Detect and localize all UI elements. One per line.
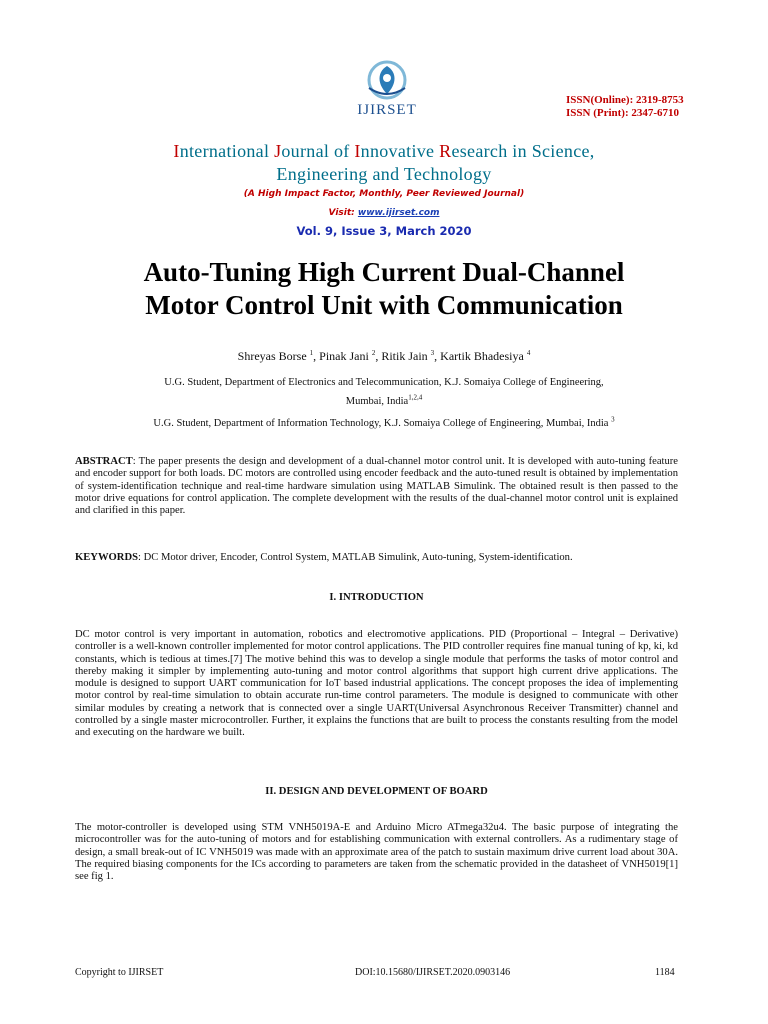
logo-text: IJIRSET <box>357 102 417 118</box>
journal-title-initial: I <box>354 141 361 161</box>
footer-doi: DOI:10.15680/IJIRSET.2020.0903146 <box>355 967 511 978</box>
affiliation-1-sup: 1,2,4 <box>408 393 423 402</box>
journal-title-line2 <box>60 163 708 186</box>
keywords-label: KEYWORDS <box>75 552 138 563</box>
affiliation-1-line2 <box>74 392 694 411</box>
journal-title-word: esearch in Science, <box>451 141 595 161</box>
introduction-text: DC motor control is very important in automation, robotics and electromotive applications. PID (Proportional – Integral – Derivative) controller is a well-known controller implemented for motor control applications. The PID controller requires fine manual tuning of kp, ki, kd constants, which is tedious at times.[7] The motive behind this was to develop a single module that performs the tasks of motor control and thereby making it simpler by implementing auto-tuning and motor control algorithms that support high current drive applications. The module is designed to support UART communication for IoT based industrial applications. The concept proposes the idea of implementing motor control by real-time simulation to obtain accurate run-time control parameters. The module is designed to communicate with other similar modules by creating a network that is connected over a single UART(Universal Asynchronous Receiver Transmitter) channel and controlled by a single master microcontroller. Further, it explains the functions that are built to process the constants resulting from the model and executing on the hardware we built. <box>75 629 678 739</box>
affiliation-1-line1: U.G. Student, Department of Electronics and Telecommunication, K.J. Somaiya College of Engineering, <box>164 377 604 388</box>
affiliation-2-text: U.G. Student, Department of Information Technology, K.J. Somaiya College of Engineering, Mumbai, India <box>153 418 612 429</box>
affiliation-2 <box>74 414 694 433</box>
abstract-text: : The paper presents the design and development of a dual-channel motor control unit. It is developed with auto-tuning feature and encoder support for both loads. DC motors are controlled using encoder feedback and the auto-tuned result is obtained by implementation of system-identification technique and real-time hardware simulation using MATLAB Simulink. The obtained result is then passed to the motor drive equations for control application. The complete development with the results of the dual-channel motor control unit is explained and clarified in this paper. <box>75 456 678 517</box>
issn-block <box>566 94 684 120</box>
journal-website-link[interactable]: www.ijirset.com <box>357 208 440 218</box>
paper-title <box>60 256 708 322</box>
issn-print: ISSN (Print): 2347-6710 <box>566 107 680 119</box>
author-list <box>60 349 708 364</box>
footer-page-number: 1184 <box>655 967 675 978</box>
keywords <box>75 552 678 564</box>
journal-title-initial: I <box>173 141 180 161</box>
paper-title-line2: Motor Control Unit with Communication <box>145 290 623 320</box>
affiliation-2-sup: 3 <box>611 415 615 424</box>
journal-title-word: nnovative <box>360 141 440 161</box>
author-affiliation-sup: 4 <box>526 349 531 357</box>
author-name: Shreyas Borse <box>237 349 310 363</box>
visit-line <box>60 208 708 218</box>
footer-copyright: Copyright to IJIRSET <box>75 967 164 978</box>
author-name: , Ritik Jain <box>375 349 431 363</box>
section-heading-introduction: I. INTRODUCTION <box>329 592 424 603</box>
author-affiliation-sup: 1 <box>309 349 314 357</box>
paper-title-line1: Auto-Tuning High Current Dual-Channel <box>143 257 625 287</box>
journal-title-line1 <box>60 140 708 163</box>
visit-label: Visit: <box>328 208 358 218</box>
journal-logo <box>347 58 427 124</box>
journal-title-initial: R <box>439 141 452 161</box>
keywords-text: : DC Motor driver, Encoder, Control System, MATLAB Simulink, Auto-tuning, System-identification. <box>137 552 573 563</box>
affiliation-1 <box>74 373 694 411</box>
journal-subtitle: (A High Impact Factor, Monthly, Peer Reviewed Journal) <box>243 189 525 199</box>
volume-issue: Vol. 9, Issue 3, March 2020 <box>296 224 472 238</box>
author-name: , Pinak Jani <box>313 349 372 363</box>
author-name: , Kartik Bhadesiya <box>434 349 527 363</box>
journal-title-word: ournal of <box>281 141 355 161</box>
design-text: The motor-controller is developed using STM VNH5019A-E and Arduino Micro ATmega32u4. The basic purpose of integrating the microcontroller was for the auto-tuning of motors and for establishing communication with external controllers. As a rudimentary stage of design, a small break-out of IC VNH5019 was made with an approximate area of the patch to sustain maximum drive current load about 30A. The required biasing components for the ICs according to parameters are taken from the schematic provided in the datasheet of VNH5019[1] see fig 1. <box>75 822 678 883</box>
affiliation-1-city: Mumbai, India <box>345 396 409 407</box>
journal-title <box>60 140 708 186</box>
author-affiliation-sup: 2 <box>371 349 376 357</box>
author-affiliation-sup: 3 <box>430 349 435 357</box>
abstract <box>75 456 678 517</box>
section-heading-design: II. DESIGN AND DEVELOPMENT OF BOARD <box>265 786 488 797</box>
journal-title-word: nternational <box>179 141 275 161</box>
issn-online: ISSN(Online): 2319-8753 <box>566 94 684 106</box>
journal-title-initial: J <box>274 141 282 161</box>
journal-title-word: Engineering and Technology <box>276 164 492 184</box>
abstract-label: ABSTRACT <box>75 456 133 467</box>
